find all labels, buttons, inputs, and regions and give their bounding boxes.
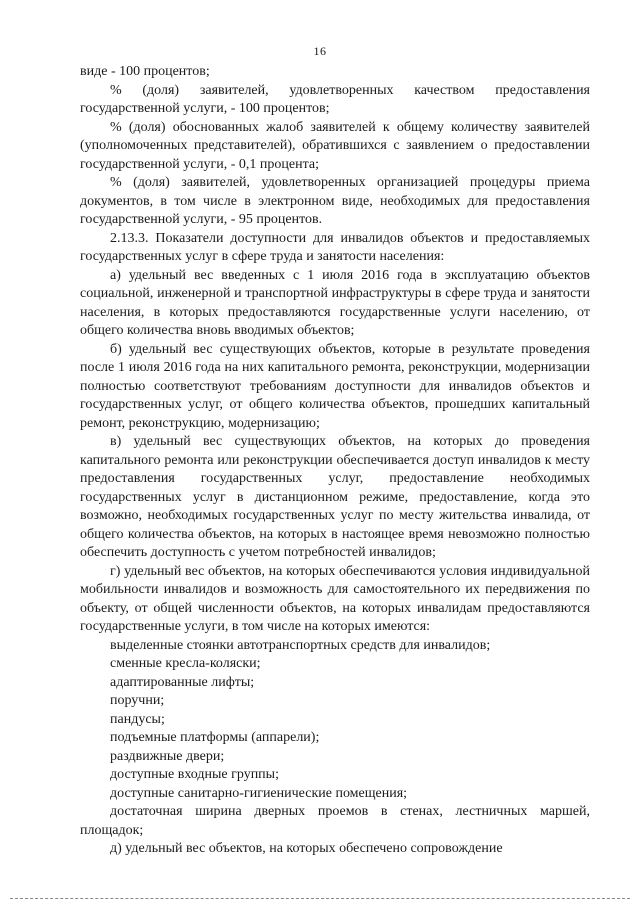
paragraph-item-b: б) удельный вес существующих объектов, которые в результате проведения после 1 июля 2016 года на них капитального ремонта, реконструкции, модернизации полностью соответствуют требованиям доступности для инвалидов объектов и государственных услуг, от общего количества объектов, прошедших капитальный ремонт, реконструкцию, модернизацию; <box>80 341 590 431</box>
paragraph: виде - 100 процентов; <box>80 64 210 79</box>
list-item: доступные санитарно-гигиенические помещения; <box>110 785 408 801</box>
section-heading-paragraph: 2.13.3. Показатели доступности для инвалидов объектов и предоставляемых государственных услуг в сфере труда и занятости населения: <box>80 230 590 264</box>
paragraph: % (доля) обоснованных жалоб заявителей к общему количеству заявителей (уполномоченных представителей), обратившихся с заявлением о предоставлении государственной услуги, - 0,1 процента; <box>80 119 590 172</box>
list-item: раздвижные двери; <box>110 748 225 764</box>
list-item: подъемные платформы (аппарели); <box>110 730 320 745</box>
list-item: сменные кресла-коляски; <box>110 656 261 671</box>
list-item: поручни; <box>110 693 165 708</box>
paragraph-item-v: в) удельный вес существующих объектов, на которых до проведения капитального ремонта или реконструкции обеспечивается доступ инвалидов к месту предоставления государственных услуг, предоставление необходимых государственных услуг в дистанционном режиме, предоставление, когда это возможно, необходимых государственных услуг по месту жительства инвалида, от общего количества объектов, на которых в настоящее время невозможно полностью обеспечить доступность с учетом потребностей инвалидов; <box>80 434 590 560</box>
list-item: доступные входные группы; <box>110 767 279 782</box>
list-item: пандусы; <box>110 711 165 727</box>
paragraph: % (доля) заявителей, удовлетворенных качеством предоставления государственной услуги, - 100 процентов; <box>80 82 590 116</box>
page-footer-divider <box>10 898 630 899</box>
list-item: достаточная ширина дверных проемов в стенах, лестничных маршей, площадок; <box>80 804 590 838</box>
list-item: выделенные стоянки автотранспортных средств для инвалидов; <box>110 637 491 653</box>
paragraph-item-a: а) удельный вес введенных с 1 июля 2016 года в эксплуатацию объектов социальной, инженерной и транспортной инфраструктуры в сфере труда и занятости населения, в которых предоставляются государственные услуги населению, от общего количества вновь вводимых объектов; <box>80 267 590 338</box>
page-number: 16 <box>313 44 327 58</box>
paragraph-item-d: д) удельный вес объектов, на которых обеспечено сопровождение <box>110 841 503 856</box>
paragraph: % (доля) заявителей, удовлетворенных организацией процедуры приема документов, в том числе в электронном виде, необходимых для предоставления государственной услуги, - 95 процентов. <box>80 175 590 227</box>
document-body <box>80 63 590 859</box>
list-item: адаптированные лифты; <box>110 674 255 690</box>
paragraph-item-g: г) удельный вес объектов, на которых обеспечиваются условия индивидуальной мобильности инвалидов и возможность для самостоятельного их передвижения по объекту, от общей численности объектов, на которых инвалидам предоставляются государственные услуги, в том числе на которых имеются: <box>80 563 590 634</box>
